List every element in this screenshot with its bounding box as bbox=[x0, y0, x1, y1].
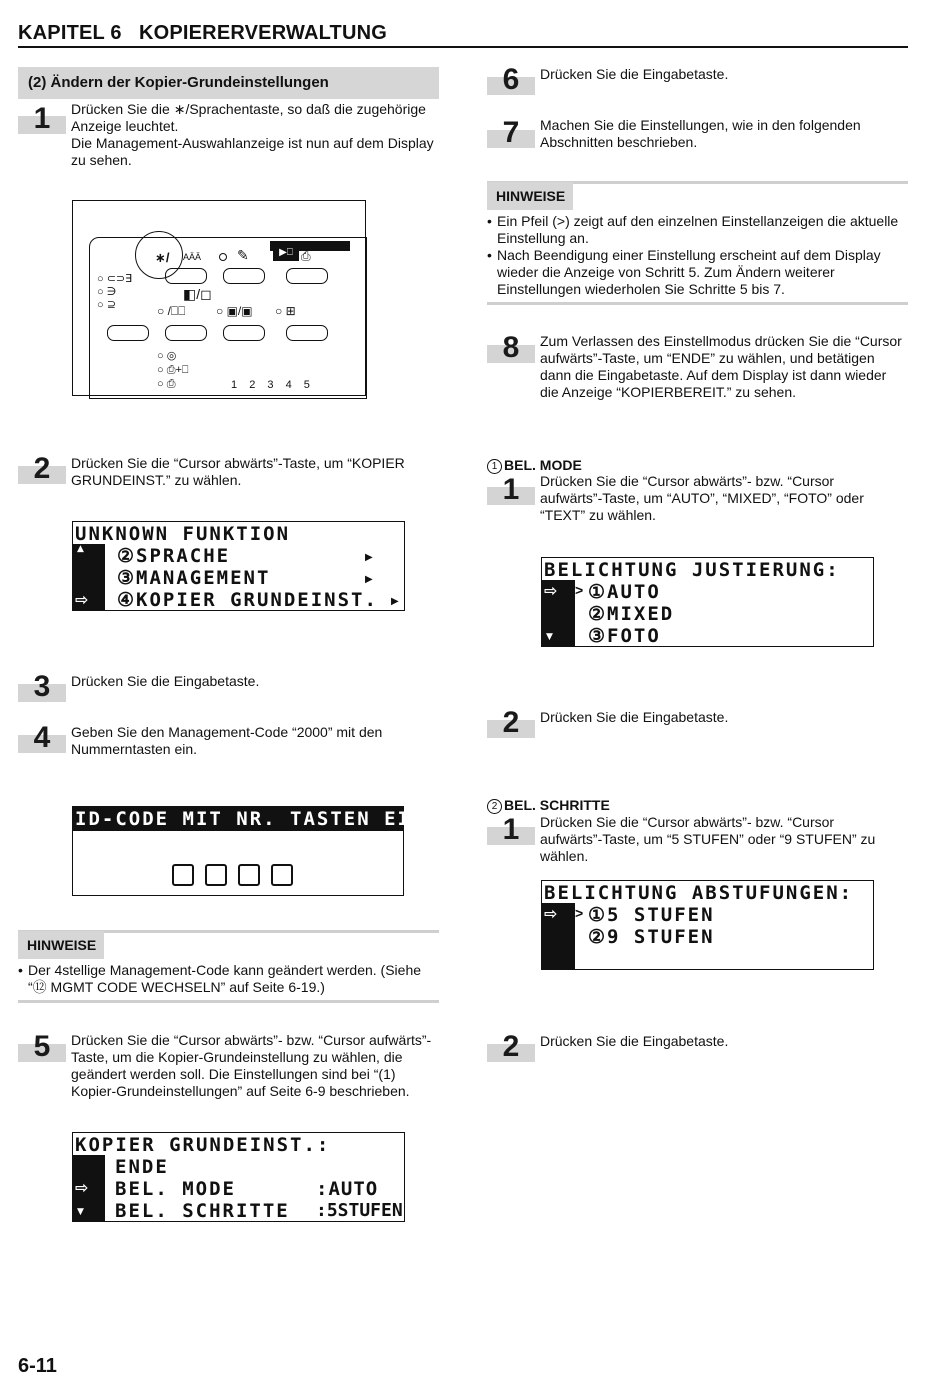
bel-schritte-step-1-text: Drücken Sie die “Cursor abwärts”- bzw. “Cursor aufwärts”-Taste, um “5 STUFEN” oder “9 STUFEN” zu wählen. bbox=[540, 814, 876, 864]
lcd-menu-display bbox=[72, 521, 405, 611]
lcd-line-3: ②MIXED bbox=[588, 603, 675, 625]
submenu-arrow-icon: ▶ bbox=[365, 552, 373, 563]
section-bar bbox=[18, 67, 439, 99]
step-number-8: 8 bbox=[487, 345, 535, 363]
bel-schritte-step-number-2: 2 bbox=[487, 1044, 535, 1062]
hinweise-item: • Ein Pfeil (>) zeigt auf den einzelnen Einstellanzeigen die aktuelle Einstellung an. bbox=[487, 213, 899, 246]
control-panel-illustration bbox=[72, 200, 366, 396]
step-1-text: Drücken Sie die ∗/Sprachentaste, so daß die zugehörige Anzeige leuchtet. Die Management-Auswahlanzeige ist nun auf dem Display zu sehen. bbox=[71, 101, 434, 168]
current-setting-pointer-icon: > bbox=[575, 905, 584, 921]
panel-digits: 1 2 3 4 5 bbox=[231, 379, 310, 391]
cursor-arrow-icon: ⇨ bbox=[544, 581, 558, 600]
bel-schritte-step-number-1: 1 bbox=[487, 827, 535, 845]
submenu-arrow-icon: ▶ bbox=[365, 574, 373, 585]
bel-schritte-heading: 2 BEL. SCHRITTE bbox=[487, 797, 610, 814]
language-key-label: ∗/ bbox=[155, 250, 170, 265]
step-number-1: 1 bbox=[18, 116, 66, 134]
cursor-down-icon: ▼ bbox=[77, 1207, 84, 1217]
bel-mode-step-number-2: 2 bbox=[487, 720, 535, 738]
step-number-2: 2 bbox=[18, 466, 66, 484]
lcd-kopier-display bbox=[72, 1132, 405, 1222]
lcd-line-4: BEL. SCHRITTE bbox=[115, 1200, 290, 1222]
lcd-line-1: UNKNOWN FUNKTION bbox=[75, 523, 291, 545]
step-6-text: Drücken Sie die Eingabetaste. bbox=[540, 66, 729, 82]
page-number: 6-11 bbox=[18, 1355, 57, 1377]
step-5-text: Drücken Sie die “Cursor abwärts”- bzw. “Cursor aufwärts”-Taste, um die Kopier-Grundeinstellung zu wählen, die geändert werden soll. Die Einstellungen sind bei “(1) Kopier-Grundeinstellungen” auf Seite 6-9 beschrieben. bbox=[71, 1032, 432, 1099]
code-digit-box bbox=[172, 864, 194, 886]
lcd-idcode-title: ID-CODE MIT NR. TASTEN EING. bbox=[75, 808, 452, 830]
panel-button bbox=[165, 325, 207, 341]
cursor-arrow-icon: ⇨ bbox=[544, 904, 558, 923]
step-7-text: Machen Sie die Einstellungen, wie in den folgenden Abschnitten beschrieben. bbox=[540, 117, 861, 150]
lcd-line-2: ①5 STUFEN bbox=[588, 904, 715, 926]
hinweise-item: • Nach Beendigung einer Einstellung erscheint auf dem Display wieder die Anzeige von Schritt 5. Zum Ändern weiterer Einstellungen wiederholen Sie Schritte 5 bis 7. bbox=[487, 247, 881, 297]
code-digit-box bbox=[271, 864, 293, 886]
panel-button bbox=[107, 325, 149, 341]
lcd-line-2: ①AUTO bbox=[588, 581, 661, 603]
bel-mode-step-2-text: Drücken Sie die Eingabetaste. bbox=[540, 709, 729, 725]
panel-button bbox=[286, 325, 328, 341]
bel-mode-heading: 1 BEL. MODE bbox=[487, 457, 582, 474]
hinweise-tab: HINWEISE bbox=[487, 182, 573, 210]
panel-inner-frame bbox=[89, 237, 367, 399]
lcd-line-4: ③FOTO bbox=[588, 625, 661, 647]
indicator-lamp bbox=[219, 253, 227, 261]
panel-button bbox=[165, 268, 207, 284]
copy-icon: ⎙ bbox=[301, 249, 311, 263]
step-8-text: Zum Verlassen des Einstellmodus drücken Sie die “Cursor aufwärts”-Taste, um “ENDE” zu wählen, und betätigen dann die Eingabetaste. Auf dem Display ist dann wieder die Anzeige “KOPIERBEREIT.” zu sehen. bbox=[540, 333, 902, 400]
step-number-7: 7 bbox=[487, 130, 535, 148]
hinweise-rule-bottom bbox=[487, 302, 908, 305]
step-number-3: 3 bbox=[18, 684, 66, 702]
lcd-value-mode: :AUTO bbox=[316, 1178, 379, 1200]
chapter-rule bbox=[18, 46, 908, 48]
lcd-value-schritte: :5STUFEN bbox=[316, 1200, 403, 1221]
hinweise-item: • Der 4stellige Management-Code kann geändert werden. (Siehe “⑫ MGMT CODE WECHSELN” auf Seite 6-19.) bbox=[18, 962, 422, 995]
lcd-line-3: ③MANAGEMENT bbox=[117, 567, 271, 589]
lcd-line-4: ④KOPIER GRUNDEINST. bbox=[117, 589, 378, 611]
original-mode-icon: ▶⎕ bbox=[273, 245, 299, 261]
code-digit-box bbox=[205, 864, 227, 886]
layout-icon: ○ /⎕⎕ bbox=[157, 304, 186, 318]
chapter-title: KAPITEL 6 KOPIERERVERWALTUNG bbox=[18, 22, 388, 44]
cursor-up-icon: ▲ bbox=[77, 544, 84, 554]
step-3-text: Drücken Sie die Eingabetaste. bbox=[71, 673, 260, 689]
section-title: (2) Ändern der Kopier-Grundeinstellungen bbox=[28, 74, 329, 91]
current-setting-pointer-icon: > bbox=[575, 582, 584, 598]
panel-button bbox=[223, 325, 265, 341]
lcd-belichtung-justierung bbox=[541, 557, 874, 647]
cursor-arrow-icon: ⇨ bbox=[75, 1178, 89, 1197]
step-number-4: 4 bbox=[18, 735, 66, 753]
step-2-text: Drücken Sie die “Cursor abwärts”-Taste, um “KOPIER GRUNDEINST.” zu wählen. bbox=[71, 455, 405, 488]
bel-schritte-step-2-text: Drücken Sie die Eingabetaste. bbox=[540, 1033, 729, 1049]
cursor-arrow-icon: ⇨ bbox=[75, 590, 89, 609]
lcd-line-1: BELICHTUNG ABSTUFUNGEN: bbox=[544, 882, 854, 904]
step-number-6: 6 bbox=[487, 77, 535, 95]
left-indicator-column: ○ ⊂⊃∃ ○ ∋ ○ ⊇ bbox=[97, 273, 133, 311]
sort-icon: ○ ⊞ bbox=[275, 304, 296, 318]
hinweise-tab: HINWEISE bbox=[18, 931, 104, 959]
lcd-line-3: BEL. MODE bbox=[115, 1178, 236, 1200]
step-number-5: 5 bbox=[18, 1044, 66, 1062]
panel-button bbox=[223, 268, 265, 284]
lcd-line-1: KOPIER GRUNDEINST.: bbox=[75, 1134, 331, 1156]
language-letters: AÄÄ bbox=[183, 252, 202, 262]
step-4-text: Geben Sie den Management-Code “2000” mit den Nummerntasten ein. bbox=[71, 724, 383, 757]
lcd-line-3: ②9 STUFEN bbox=[588, 926, 715, 948]
lcd-belichtung-abstufungen bbox=[541, 880, 874, 970]
lcd-idcode-display bbox=[72, 806, 452, 896]
lcd-line-2: ②SPRACHE bbox=[117, 545, 231, 567]
panel-button bbox=[286, 268, 328, 284]
bel-mode-step-1-text: Drücken Sie die “Cursor abwärts”- bzw. “Cursor aufwärts”-Taste, um “AUTO”, “MIXED”, “FOTO” oder “TEXT” zu wählen. bbox=[540, 473, 864, 523]
bottom-indicator-column: ○ ◎ ○ ⎙+⎕ ○ ⎙ bbox=[157, 350, 189, 390]
code-digit-box bbox=[238, 864, 260, 886]
pen-icon: ✎ bbox=[237, 247, 249, 263]
hinweise-rule-bottom bbox=[18, 1000, 439, 1003]
lcd-line-2: ENDE bbox=[115, 1156, 169, 1178]
duplex-icon: ○ ▣/▣ bbox=[216, 304, 253, 318]
cursor-down-icon: ▼ bbox=[546, 632, 553, 642]
bel-mode-step-number-1: 1 bbox=[487, 487, 535, 505]
contrast-icon: ◧/◻ bbox=[183, 286, 212, 302]
submenu-arrow-icon: ▶ bbox=[391, 596, 399, 607]
lcd-line-1: BELICHTUNG JUSTIERUNG: bbox=[544, 559, 840, 581]
